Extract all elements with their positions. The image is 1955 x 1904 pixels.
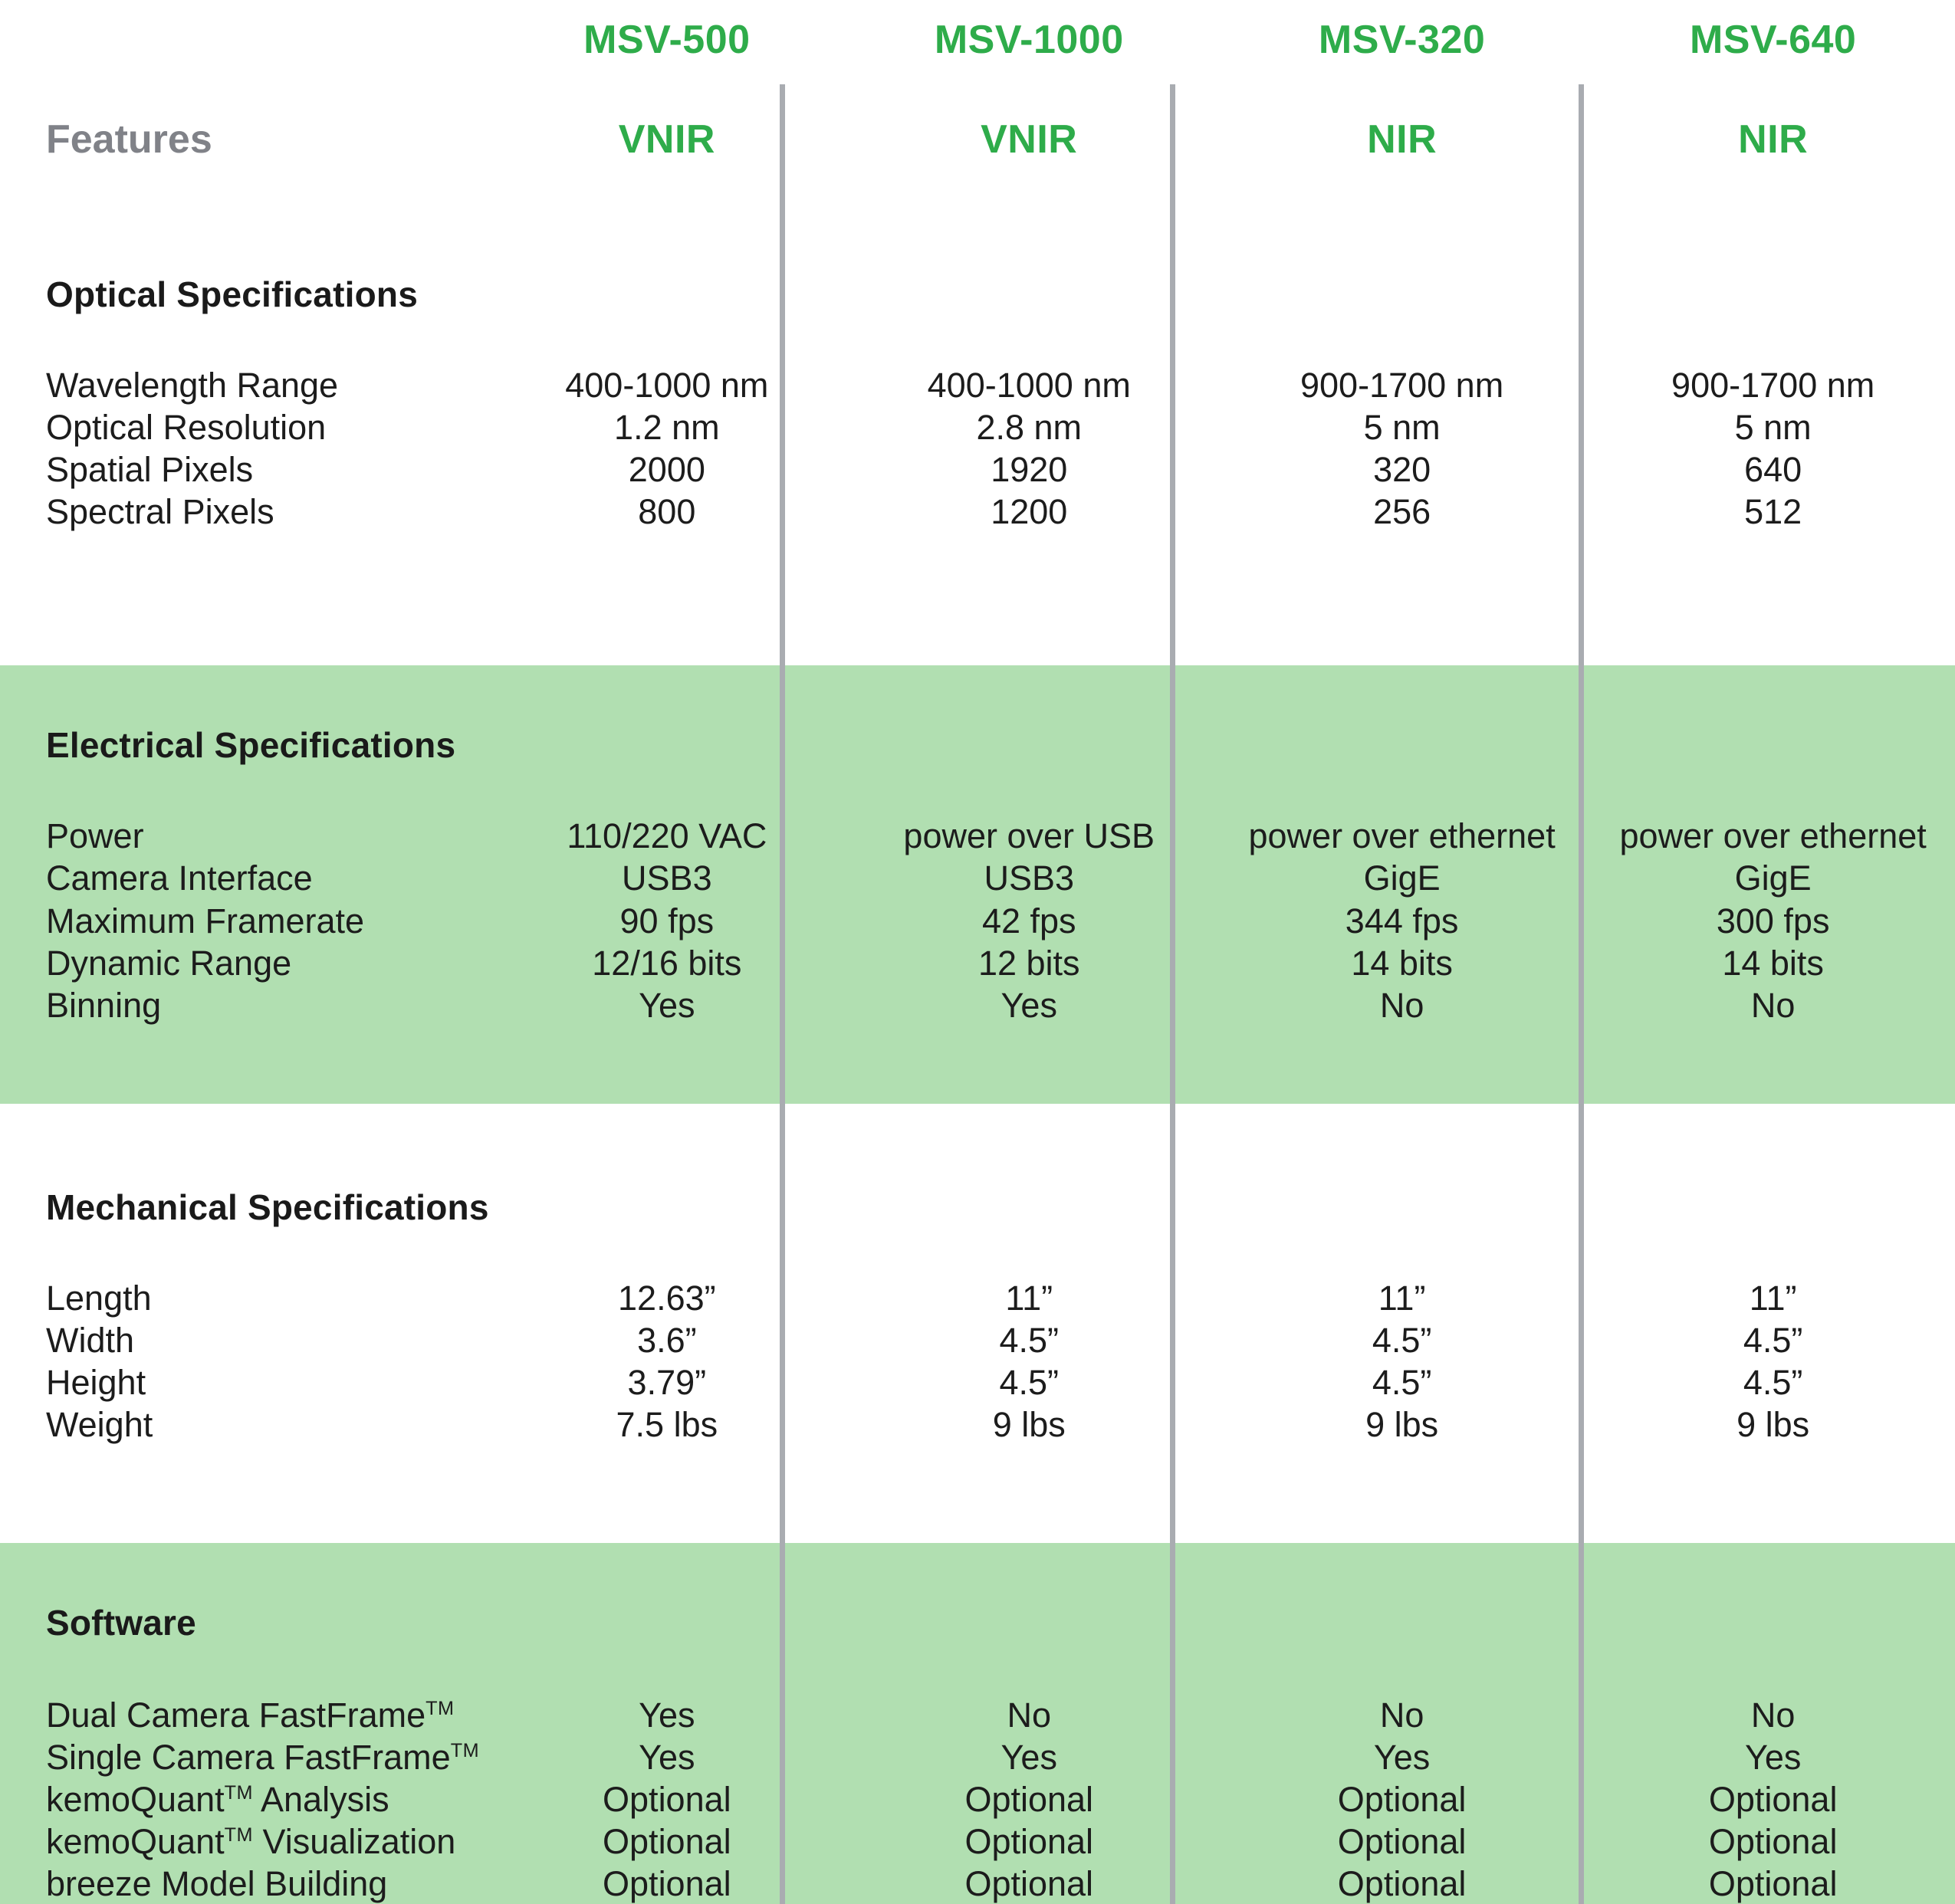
- row-label: Wavelength Range: [46, 366, 339, 405]
- features-label: Features: [46, 117, 212, 162]
- table-row: [0, 1321, 1955, 1361]
- trademark-mark: TM: [450, 1740, 480, 1761]
- row-value: 800: [638, 492, 696, 531]
- row-value: 42 fps: [981, 901, 1076, 941]
- row-value: 14 bits: [1722, 944, 1824, 983]
- row-value: 7.5 lbs: [616, 1405, 718, 1444]
- row-value: 2000: [628, 450, 705, 489]
- row-value: No: [1750, 1696, 1796, 1735]
- row-value: No: [1750, 986, 1796, 1025]
- row-value: 4.5”: [1743, 1321, 1803, 1360]
- row-value: Yes: [1744, 1738, 1802, 1777]
- row-value: Yes: [1001, 986, 1057, 1025]
- row-value: Yes: [1373, 1738, 1431, 1777]
- row-value: Optional: [1708, 1780, 1838, 1819]
- table-row: [0, 1696, 1955, 1735]
- row-value: 1200: [991, 492, 1068, 531]
- row-value: Optional: [603, 1822, 731, 1861]
- row-value: Yes: [639, 1696, 695, 1735]
- row-value: 320: [1373, 450, 1431, 489]
- row-label: Weight: [46, 1405, 153, 1444]
- row-value: 400-1000 nm: [927, 366, 1131, 405]
- row-label: Binning: [46, 986, 162, 1025]
- table-row: [0, 986, 1955, 1026]
- row-value: 90 fps: [619, 901, 715, 941]
- row-value: 11”: [1749, 1279, 1797, 1318]
- table-row: [0, 1738, 1955, 1778]
- row-value: 110/220 VAC: [567, 816, 767, 855]
- table-row: [0, 492, 1955, 532]
- row-label: Spectral Pixels: [46, 492, 274, 531]
- row-label: Optical Resolution: [46, 408, 327, 447]
- column-divider-2: [1170, 84, 1175, 1904]
- row-label: [0, 1738, 488, 1778]
- section-title-software: Software: [46, 1603, 196, 1643]
- row-value: Optional: [603, 1780, 731, 1819]
- row-value: USB3: [984, 858, 1075, 898]
- column-header-band-2: VNIR: [981, 117, 1078, 162]
- row-value: 400-1000 nm: [565, 366, 769, 405]
- row-value: power over ethernet: [1619, 816, 1927, 855]
- column-header-model-3: MSV-320: [1318, 18, 1486, 62]
- row-value: GigE: [1734, 858, 1812, 898]
- row-label-text: breeze Model Building: [46, 1864, 388, 1903]
- row-value: Optional: [1708, 1864, 1838, 1903]
- trademark-mark: TM: [224, 1782, 253, 1804]
- column-divider-3: [1579, 84, 1584, 1904]
- row-value: 4.5”: [1743, 1363, 1803, 1402]
- row-value: No: [1379, 986, 1424, 1025]
- row-value: 5 nm: [1734, 408, 1812, 447]
- trademark-mark: TM: [426, 1698, 455, 1719]
- row-label-text: Dual Camera FastFrame: [46, 1696, 426, 1735]
- row-value: 5 nm: [1363, 408, 1441, 447]
- row-value: 12.63”: [618, 1279, 716, 1318]
- row-value: 9 lbs: [992, 1405, 1066, 1444]
- column-header-band-1: VNIR: [618, 117, 715, 162]
- column-header-model-4: MSV-640: [1689, 18, 1857, 62]
- column-header-band-3: NIR: [1367, 117, 1438, 162]
- table-row: [0, 1864, 1955, 1904]
- row-value: Yes: [639, 986, 695, 1025]
- row-value: 2.8 nm: [976, 408, 1083, 447]
- row-value: 4.5”: [1372, 1363, 1432, 1402]
- section-title-row-software: [0, 1602, 1955, 1643]
- column-divider-1: [780, 84, 785, 1904]
- row-value: 1920: [991, 450, 1068, 489]
- row-value: Optional: [1337, 1864, 1467, 1903]
- column-header-model-1: MSV-500: [583, 18, 751, 62]
- row-value: Optional: [1337, 1780, 1467, 1819]
- row-label: Spatial Pixels: [46, 450, 254, 489]
- row-value: 300 fps: [1716, 901, 1830, 941]
- table-row: [0, 944, 1955, 983]
- row-value: Optional: [964, 1780, 1094, 1819]
- table-row: [0, 408, 1955, 448]
- row-value: Optional: [964, 1822, 1094, 1861]
- row-value: 3.6”: [637, 1321, 697, 1360]
- row-label: Power: [46, 816, 144, 855]
- row-value: 9 lbs: [1365, 1405, 1439, 1444]
- row-label: [0, 1864, 488, 1904]
- table-row: [0, 1822, 1955, 1862]
- table-row: [0, 366, 1955, 405]
- row-value: 12/16 bits: [592, 944, 742, 983]
- row-value: Yes: [639, 1738, 695, 1777]
- row-value: 1.2 nm: [614, 408, 720, 447]
- row-value: Optional: [1337, 1822, 1467, 1861]
- row-value: 4.5”: [999, 1363, 1060, 1402]
- row-label: Maximum Framerate: [46, 901, 365, 941]
- row-value: No: [1007, 1696, 1051, 1735]
- header-model-row: [0, 17, 1955, 63]
- column-header-band-4: NIR: [1738, 117, 1809, 162]
- row-value: Optional: [603, 1864, 731, 1903]
- table-row: [0, 450, 1955, 490]
- row-label-text: kemoQuant: [46, 1822, 225, 1861]
- row-value: 9 lbs: [1737, 1405, 1810, 1444]
- header-band-row: [0, 117, 1955, 162]
- table-row: [0, 816, 1955, 856]
- row-value: 900-1700 nm: [1671, 366, 1875, 405]
- row-label-suffix: Analysis: [253, 1780, 389, 1819]
- section-title-electrical: Electrical Specifications: [46, 725, 456, 765]
- row-value: 256: [1373, 492, 1431, 531]
- row-label: [0, 1780, 488, 1820]
- row-value: power over ethernet: [1248, 816, 1556, 855]
- row-label: [0, 1696, 488, 1735]
- row-label: Camera Interface: [46, 858, 313, 898]
- column-header-model-2: MSV-1000: [934, 18, 1124, 62]
- row-value: power over USB: [903, 816, 1155, 855]
- section-title-row-mechanical: [0, 1187, 1955, 1228]
- table-row: [0, 901, 1955, 941]
- row-value: 12 bits: [978, 944, 1080, 983]
- row-label: [0, 1822, 488, 1862]
- row-value: 512: [1744, 492, 1802, 531]
- row-label-suffix: Visualization: [253, 1822, 456, 1861]
- row-value: 640: [1744, 450, 1802, 489]
- row-value: No: [1379, 1696, 1424, 1735]
- row-value: 4.5”: [1372, 1321, 1432, 1360]
- trademark-mark: TM: [224, 1824, 253, 1846]
- row-label: Height: [46, 1363, 146, 1402]
- row-label: Dynamic Range: [46, 944, 292, 983]
- section-title-row-electrical: [0, 724, 1955, 766]
- row-label-text: kemoQuant: [46, 1780, 225, 1819]
- section-title-mechanical: Mechanical Specifications: [46, 1187, 489, 1227]
- row-value: USB3: [622, 858, 712, 898]
- table-row: [0, 1405, 1955, 1445]
- table-row: [0, 1279, 1955, 1318]
- row-value: 3.79”: [627, 1363, 707, 1402]
- row-value: 11”: [1378, 1279, 1426, 1318]
- section-title-row-optical: [0, 274, 1955, 315]
- row-label: Length: [46, 1279, 152, 1318]
- table-row: [0, 1363, 1955, 1403]
- row-value: 4.5”: [999, 1321, 1060, 1360]
- row-value: 14 bits: [1351, 944, 1453, 983]
- section-title-optical: Optical Specifications: [46, 274, 418, 314]
- row-label-text: Single Camera FastFrame: [46, 1738, 451, 1777]
- row-value: Optional: [1708, 1822, 1838, 1861]
- table-row: [0, 1780, 1955, 1820]
- row-value: Yes: [1001, 1738, 1057, 1777]
- row-value: 900-1700 nm: [1300, 366, 1504, 405]
- row-value: Optional: [964, 1864, 1094, 1903]
- table-row: [0, 858, 1955, 898]
- row-value: 344 fps: [1345, 901, 1459, 941]
- row-value: 11”: [1005, 1279, 1053, 1318]
- row-value: GigE: [1363, 858, 1441, 898]
- row-label: Width: [46, 1321, 135, 1360]
